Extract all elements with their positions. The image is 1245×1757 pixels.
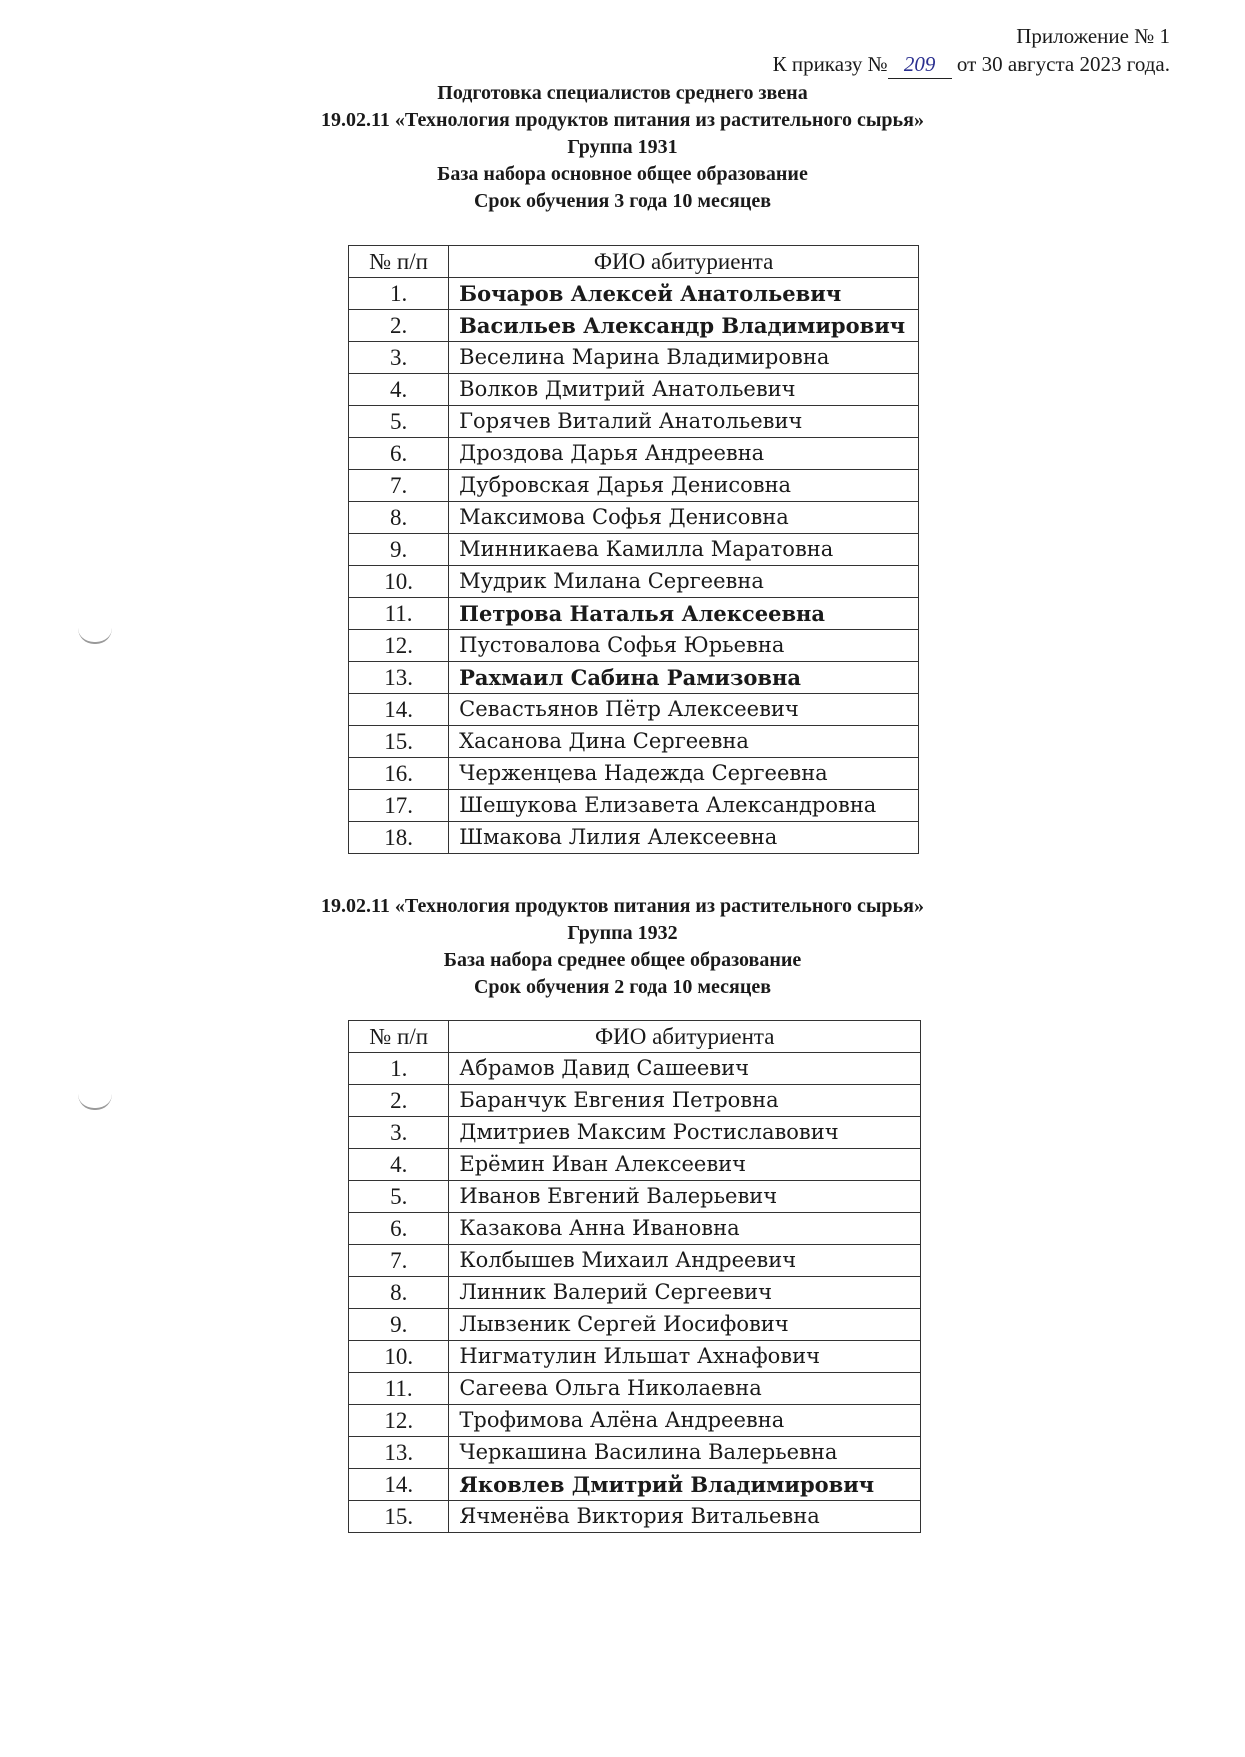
table-row	[349, 662, 919, 694]
table-row	[349, 566, 919, 598]
col-header-number: № п/п	[349, 246, 449, 278]
row-number: 10.	[349, 1341, 449, 1373]
applicant-name: Иванов Евгений Валерьевич	[449, 1181, 921, 1213]
header-line: 19.02.11 «Технология продуктов питания из растительного сырья»	[321, 109, 924, 131]
table-row	[349, 758, 919, 790]
table-row	[349, 406, 919, 438]
applicant-name: Колбышев Михаил Андреевич	[449, 1245, 921, 1277]
table-row	[349, 630, 919, 662]
table-row	[349, 1245, 921, 1277]
applicant-name: Петрова Наталья Алексеевна	[449, 598, 919, 630]
applicant-name: Дроздова Дарья Андреевна	[449, 438, 919, 470]
punch-hole-mark	[78, 628, 112, 644]
applicant-name: Пустовалова Софья Юрьевна	[449, 630, 919, 662]
applicant-name: Минникаева Камилла Маратовна	[449, 534, 919, 566]
row-number: 17.	[349, 790, 449, 822]
table-row	[349, 1053, 921, 1085]
applicant-name: Трофимова Алёна Андреевна	[449, 1405, 921, 1437]
row-number: 7.	[349, 1245, 449, 1277]
order-reference	[773, 50, 1170, 79]
applicant-name: Баранчук Евгения Петровна	[449, 1085, 921, 1117]
row-number: 2.	[349, 310, 449, 342]
table-row	[349, 694, 919, 726]
applicant-name: Шмакова Лилия Алексеевна	[449, 822, 919, 854]
row-number: 2.	[349, 1085, 449, 1117]
table-row	[349, 598, 919, 630]
table-row	[349, 1501, 921, 1533]
table-row	[349, 1181, 921, 1213]
applicant-name: Лывзеник Сергей Иосифович	[449, 1309, 921, 1341]
applicant-name: Горячев Виталий Анатольевич	[449, 406, 919, 438]
section2-header	[0, 893, 1245, 1001]
applicant-name: Максимова Софья Денисовна	[449, 502, 919, 534]
applicant-name: Ячменёва Виктория Витальевна	[449, 1501, 921, 1533]
applicant-name: Васильев Александр Владимирович	[449, 310, 919, 342]
order-date: от 30 августа 2023 года.	[951, 52, 1170, 76]
table-row	[349, 374, 919, 406]
row-number: 11.	[349, 598, 449, 630]
applicant-name: Яковлев Дмитрий Владимирович	[449, 1469, 921, 1501]
header-line: Срок обучения 2 года 10 месяцев	[473, 976, 772, 998]
table-row	[349, 1085, 921, 1117]
header-line: Группа 1932	[567, 922, 678, 944]
table-row	[349, 534, 919, 566]
col-header-name: ФИО абитуриента	[449, 246, 919, 278]
table-row	[349, 1213, 921, 1245]
table-row	[349, 1373, 921, 1405]
row-number: 3.	[349, 342, 449, 374]
row-number: 13.	[349, 662, 449, 694]
applicant-name: Дубровская Дарья Денисовна	[449, 470, 919, 502]
header-line: Группа 1931	[567, 136, 678, 158]
row-number: 1.	[349, 1053, 449, 1085]
header-line: База набора основное общее образование	[437, 163, 808, 185]
section2-table	[348, 1020, 921, 1533]
row-number: 6.	[349, 438, 449, 470]
section1-table	[348, 245, 919, 854]
table-row	[349, 1149, 921, 1181]
table-row	[349, 1341, 921, 1373]
col-header-number: № п/п	[349, 1021, 449, 1053]
table-header-row	[349, 246, 919, 278]
row-number: 5.	[349, 1181, 449, 1213]
table-row	[349, 822, 919, 854]
order-prefix: К приказу №	[772, 52, 888, 76]
applicant-name: Хасанова Дина Сергеевна	[449, 726, 919, 758]
row-number: 1.	[349, 278, 449, 310]
row-number: 12.	[349, 1405, 449, 1437]
row-number: 18.	[349, 822, 449, 854]
table-row	[349, 1117, 921, 1149]
table-row	[349, 278, 919, 310]
table-row	[349, 1309, 921, 1341]
row-number: 16.	[349, 758, 449, 790]
row-number: 10.	[349, 566, 449, 598]
applicant-name: Волков Дмитрий Анатольевич	[449, 374, 919, 406]
applicant-name: Абрамов Давид Сашеевич	[449, 1053, 921, 1085]
table-row	[349, 438, 919, 470]
table-row	[349, 790, 919, 822]
applicant-name: Нигматулин Ильшат Ахнафович	[449, 1341, 921, 1373]
row-number: 11.	[349, 1373, 449, 1405]
row-number: 6.	[349, 1213, 449, 1245]
row-number: 5.	[349, 406, 449, 438]
appendix-label: Приложение № 1	[1016, 24, 1170, 48]
applicant-name: Линник Валерий Сергеевич	[449, 1277, 921, 1309]
section1-header	[0, 80, 1245, 215]
row-number: 12.	[349, 630, 449, 662]
row-number: 13.	[349, 1437, 449, 1469]
row-number: 14.	[349, 1469, 449, 1501]
header-line: База набора среднее общее образование	[443, 949, 802, 971]
applicant-name: Ерёмин Иван Алексеевич	[449, 1149, 921, 1181]
applicant-name: Мудрик Милана Сергеевна	[449, 566, 919, 598]
table-row	[349, 470, 919, 502]
table-row	[349, 726, 919, 758]
header-line: Подготовка специалистов среднего звена	[437, 82, 808, 104]
applicant-name: Черженцева Надежда Сергеевна	[449, 758, 919, 790]
table-row	[349, 1277, 921, 1309]
applicant-name: Рахмаил Сабина Рамизовна	[449, 662, 919, 694]
header-line: Срок обучения 3 года 10 месяцев	[473, 190, 772, 212]
row-number: 7.	[349, 470, 449, 502]
table-row	[349, 342, 919, 374]
table-row	[349, 310, 919, 342]
applicant-name: Черкашина Василина Валерьевна	[449, 1437, 921, 1469]
applicant-name: Веселина Марина Владимировна	[449, 342, 919, 374]
applicant-name: Дмитриев Максим Ростиславович	[449, 1117, 921, 1149]
applicant-name: Бочаров Алексей Анатольевич	[449, 278, 919, 310]
row-number: 9.	[349, 1309, 449, 1341]
row-number: 15.	[349, 726, 449, 758]
applicant-name: Шешукова Елизавета Александровна	[449, 790, 919, 822]
order-number: 209	[888, 50, 952, 79]
punch-hole-mark	[78, 1094, 112, 1110]
row-number: 3.	[349, 1117, 449, 1149]
table-row	[349, 1469, 921, 1501]
row-number: 14.	[349, 694, 449, 726]
table-row	[349, 1437, 921, 1469]
applicant-name: Сагеева Ольга Николаевна	[449, 1373, 921, 1405]
table-header-row	[349, 1021, 921, 1053]
row-number: 4.	[349, 1149, 449, 1181]
table-row	[349, 502, 919, 534]
applicant-name: Казакова Анна Ивановна	[449, 1213, 921, 1245]
row-number: 4.	[349, 374, 449, 406]
row-number: 15.	[349, 1501, 449, 1533]
row-number: 9.	[349, 534, 449, 566]
row-number: 8.	[349, 502, 449, 534]
row-number: 8.	[349, 1277, 449, 1309]
table-row	[349, 1405, 921, 1437]
applicant-name: Севастьянов Пётр Алексеевич	[449, 694, 919, 726]
header-line: 19.02.11 «Технология продуктов питания из растительного сырья»	[321, 895, 924, 917]
col-header-name: ФИО абитуриента	[449, 1021, 921, 1053]
